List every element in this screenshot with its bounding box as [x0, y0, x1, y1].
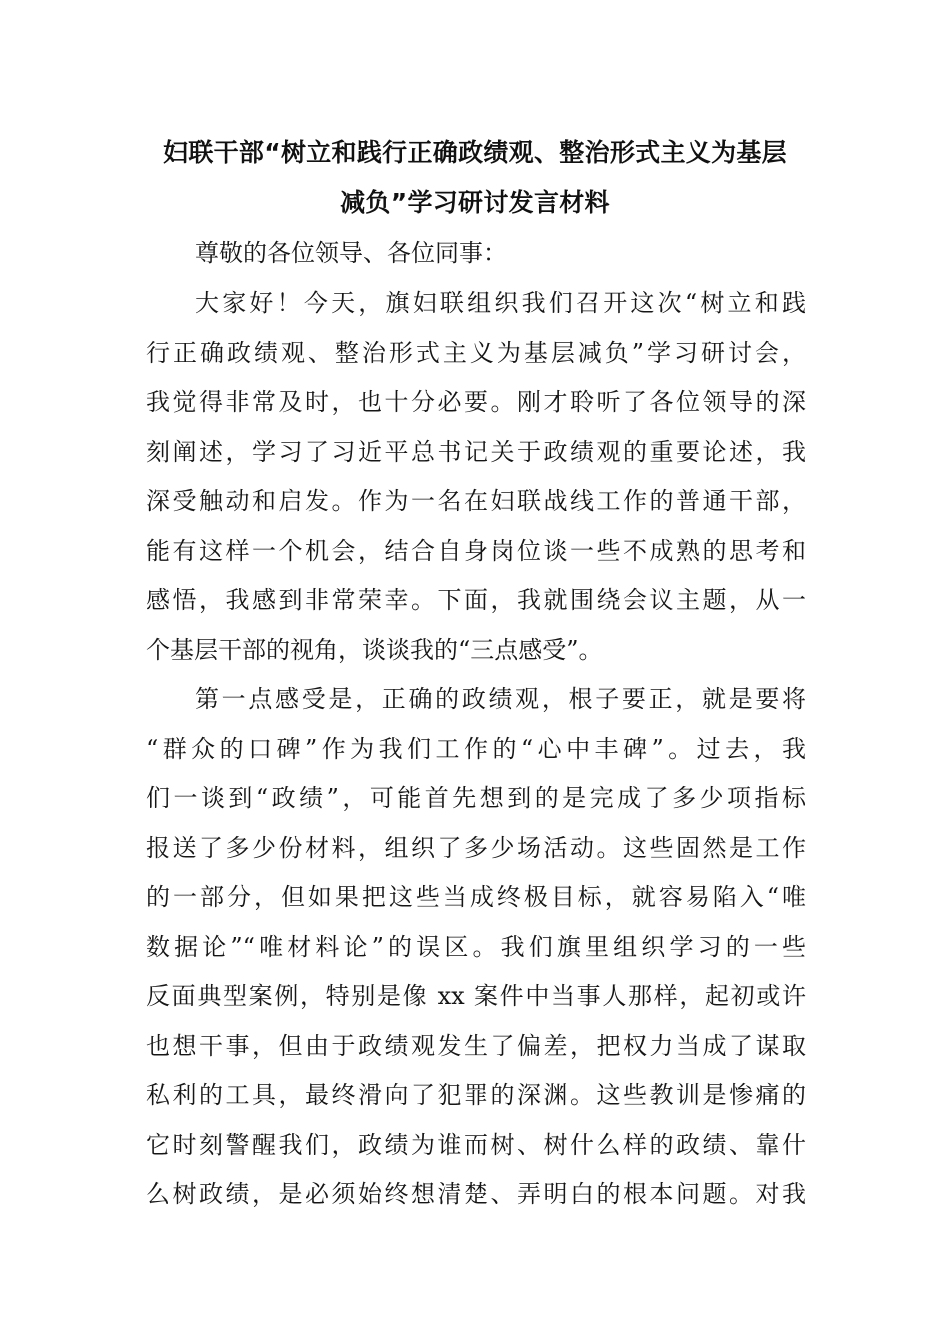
document-title-line-2: 减负”学习研讨发言材料 — [340, 188, 610, 217]
salutation: 尊敬的各位领导、各位同事： — [195, 239, 507, 267]
paragraph-1-line: 刻阐述，学习了习近平总书记关于政绩观的重要论述，我 — [146, 438, 806, 466]
document-title-line-1: 妇联干部“树立和践行正确政绩观、整治形式主义为基层 — [163, 138, 787, 167]
paragraph-2-line: 第一点感受是，正确的政绩观，根子要正，就是要将 — [195, 685, 806, 713]
paragraph-2-line: 的一部分，但如果把这些当成终极目标，就容易陷入“唯 — [146, 883, 806, 911]
paragraph-1-line: 大家好！今天，旗妇联组织我们召开这次“树立和践 — [195, 289, 806, 317]
paragraph-1-line: 感悟，我感到非常荣幸。下面，我就围绕会议主题，从一 — [146, 586, 806, 614]
paragraph-2-line: “群众的口碑”作为我们工作的“心中丰碑”。过去，我 — [146, 735, 806, 763]
paragraph-2-line: 它时刻警醒我们，政绩为谁而树、树什么样的政绩、靠什 — [146, 1131, 806, 1159]
paragraph-2-line: 报送了多少份材料，组织了多少场活动。这些固然是工作 — [146, 834, 806, 862]
paragraph-2-line: 反面典型案例，特别是像 xx 案件中当事人那样，起初或许 — [146, 982, 806, 1010]
paragraph-2-line: 私利的工具，最终滑向了犯罪的深渊。这些教训是惨痛的 — [146, 1081, 806, 1109]
paragraph-2-line: 数据论”“唯材料论”的误区。我们旗里组织学习的一些 — [146, 933, 806, 961]
paragraph-1-line: 个基层干部的视角，谈谈我的“三点感受”。 — [146, 636, 603, 664]
paragraph-1-line: 深受触动和启发。作为一名在妇联战线工作的普通干部， — [146, 487, 806, 515]
paragraph-1-line: 我觉得非常及时，也十分必要。刚才聆听了各位领导的深 — [146, 388, 806, 416]
paragraph-1-line: 行正确政绩观、整治形式主义为基层减负”学习研讨会， — [146, 339, 806, 367]
paragraph-2-line: 也想干事，但由于政绩观发生了偏差，把权力当成了谋取 — [146, 1032, 806, 1060]
paragraph-2-line: 么树政绩，是必须始终想清楚、弄明白的根本问题。对我 — [146, 1180, 806, 1208]
paragraph-1-line: 能有这样一个机会，结合自身岗位谈一些不成熟的思考和 — [146, 537, 806, 565]
paragraph-2-line: 们一谈到“政绩”，可能首先想到的是完成了多少项指标 — [146, 784, 806, 812]
